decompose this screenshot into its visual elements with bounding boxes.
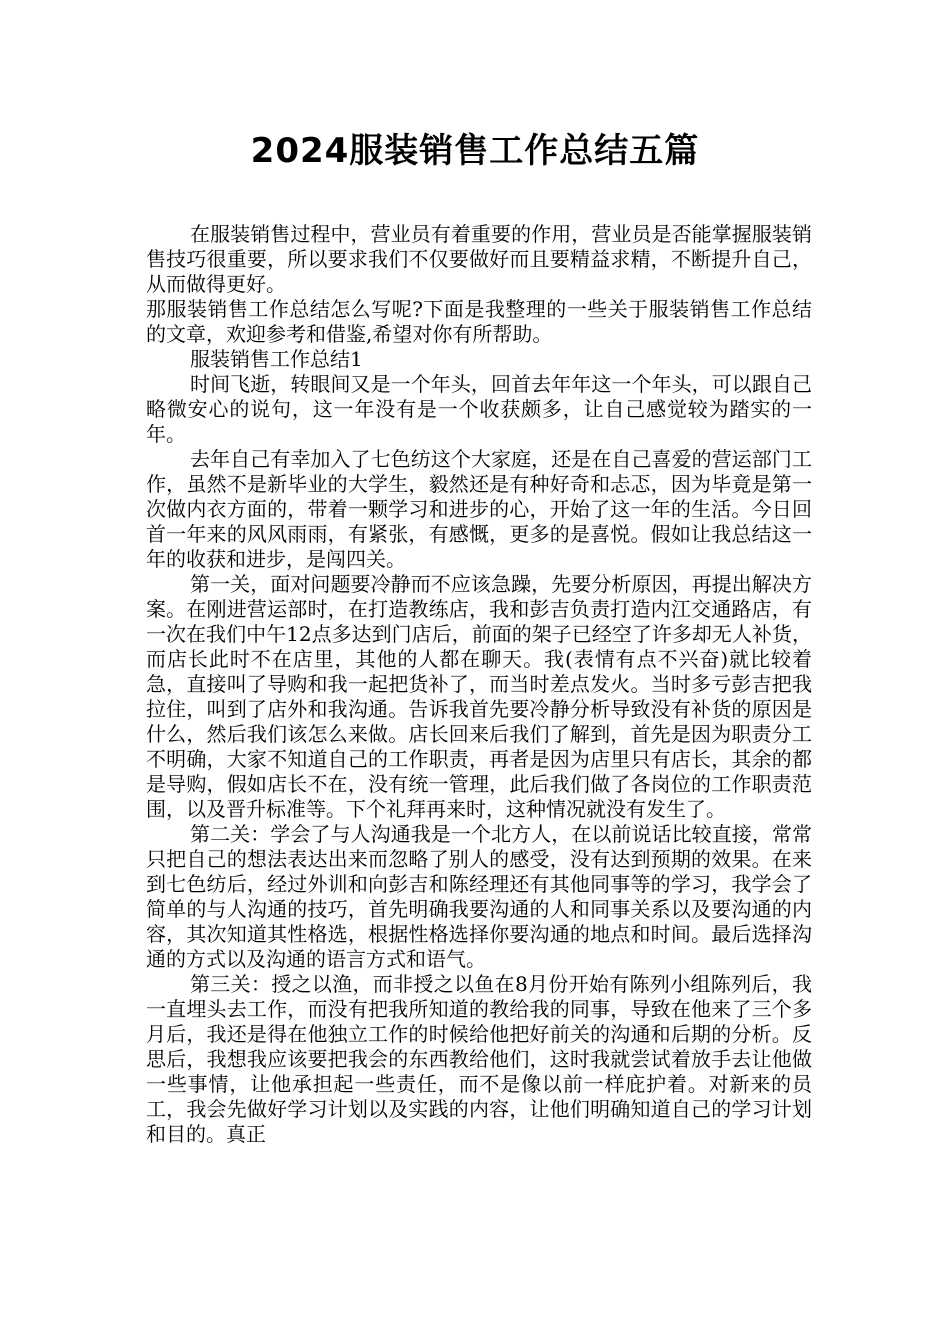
- section-heading-1: 服装销售工作总结1: [190, 347, 363, 371]
- document-body: [146, 222, 812, 1147]
- paragraph: 去年自己有幸加入了七色纺这个大家庭，还是在自己喜爱的营运部门工作，虽然不是新毕业的大学生，毅然还是有种好奇和忐忑，因为毕竟是第一次做内衣方面的，带着一颗学习和进步的心，开始了这一年的生活。今日回首一年来的风风雨雨，有紧张，有感慨，更多的是喜悦。假如让我总结这一年的收获和进步，是闯四关。: [146, 447, 812, 571]
- paragraph-intro: 在服装销售过程中，营业员有着重要的作用，营业员是否能掌握服装销售技巧很重要，所以要求我们不仅要做好而且要精益求精，不断提升自己，从而做得更好。: [146, 222, 812, 296]
- paragraph-guide: 那服装销售工作总结怎么写呢?下面是我整理的一些关于服装销售工作总结的文章，欢迎参考和借鉴,希望对你有所帮助。: [146, 297, 812, 346]
- paragraph-second-pass: 第二关：学会了与人沟通我是一个北方人，在以前说话比较直接，常常只把自己的想法表达出来而忽略了别人的感受，没有达到预期的效果。在来到七色纺后，经过外训和向彭吉和陈经理还有其他同事等的学习，我学会了简单的与人沟通的技巧，首先明确我要沟通的人和同事关系以及要沟通的内容，其次知道其性格选，根据性格选择你要沟通的地点和时间。最后选择沟通的方式以及沟通的语言方式和语气。: [146, 822, 812, 971]
- paragraph-first-pass: 第一关，面对问题要冷静而不应该急躁，先要分析原因，再提出解决方案。在刚进营运部时，在打造教练店，我和彭吉负责打造内江交通路店，有一次在我们中午12点多达到门店后，前面的架子已经空了许多却无人补货，而店长此时不在店里，其他的人都在聊天。我(表情有点不兴奋)就比较着急，直接叫了导购和我一起把货补了，而当时差点发火。当时多亏彭吉把我拉住，叫到了店外和我沟通。告诉我首先要冷静分析导致没有补货的原因是什么，然后我们该怎么来做。店长回来后我们了解到，首先是因为职责分工不明确，大家不知道自己的工作职责，再者是因为店里只有店长，其余的都是导购，假如店长不在，没有统一管理，此后我们做了各岗位的工作职责范围，以及晋升标准等。下个礼拜再来时，这种情况就没有发生了。: [146, 572, 812, 821]
- paragraph-third-pass: 第三关：授之以渔，而非授之以鱼在8月份开始有陈列小组陈列后，我一直埋头去工作，而没有把我所知道的教给我的同事，导致在他来了三个多月后，我还是得在他独立工作的时候给他把好前关的沟通和后期的分析。反思后，我想我应该要把我会的东西教给他们，这时我就尝试着放手去让他做一些事情，让他承担起一些责任，而不是像以前一样庇护着。对新来的员工，我会先做好学习计划以及实践的内容，让他们明确知道自己的学习计划和目的。真正: [146, 972, 812, 1146]
- paragraph: 时间飞逝，转眼间又是一个年头，回首去年年这一个年头，可以跟自己略微安心的说句，这一年没有是一个收获颇多，让自己感觉较为踏实的一年。: [146, 372, 812, 446]
- document-title: 2024服装销售工作总结五篇: [250, 131, 700, 171]
